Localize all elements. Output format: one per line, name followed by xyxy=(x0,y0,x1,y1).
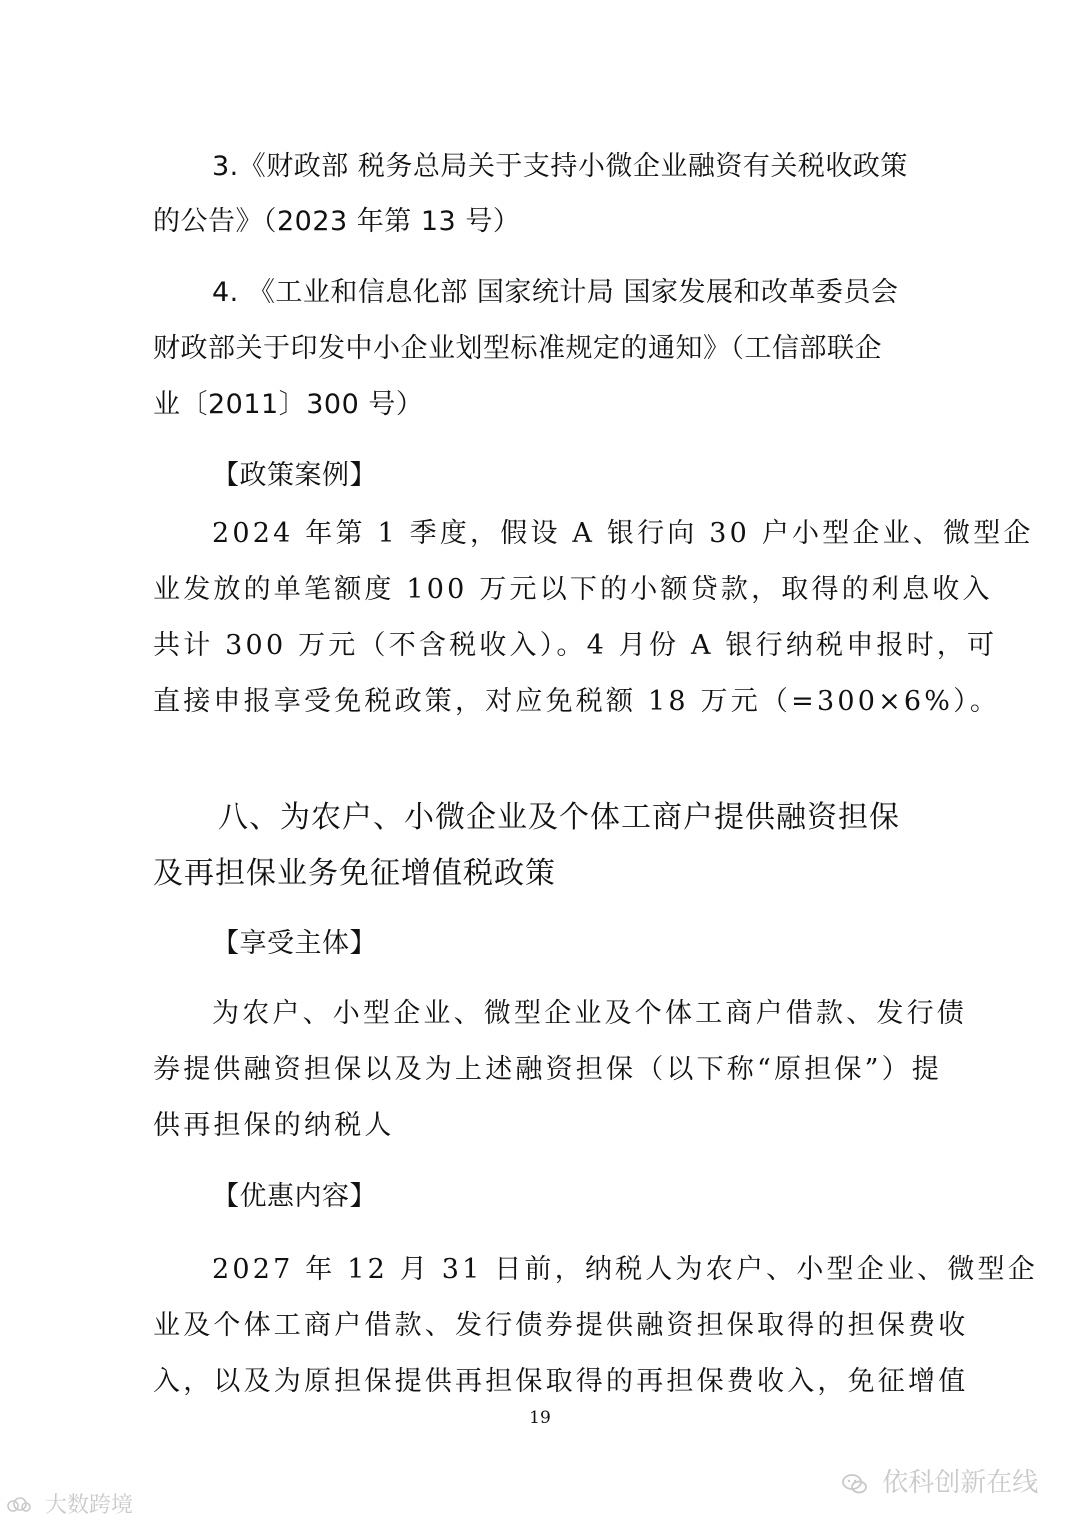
subject-line-3: 供再担保的纳税人 xyxy=(153,1110,395,1141)
watermark-right xyxy=(842,1462,1038,1499)
section-title-line-2: 及再担保业务免征增值税政策 xyxy=(153,856,556,891)
subject-line-1: 为农户、小型企业、微型企业及个体工商户借款、发行债 xyxy=(212,998,967,1029)
cloud-logo-icon xyxy=(6,1495,32,1517)
case-line-2: 业发放的单笔额度 100 万元以下的小额贷款，取得的利息收入 xyxy=(153,574,993,605)
watermark-right-text: 依科创新在线 xyxy=(882,1468,1039,1498)
policy-case-heading: 【政策案例】 xyxy=(212,460,377,491)
case-line-1: 2024 年第 1 季度，假设 A 银行向 30 户小型企业、微型企 xyxy=(212,518,1034,549)
benefit-line-1: 2027 年 12 月 31 日前，纳税人为农户、小型企业、微型企 xyxy=(212,1254,1038,1285)
benefit-line-3: 入，以及为原担保提供再担保取得的再担保费收入，免征增值 xyxy=(153,1366,969,1397)
watermark-left xyxy=(6,1488,133,1519)
watermark-left-text: 大数跨境 xyxy=(45,1493,134,1518)
reference-3-line-1: 3.《财政部 税务总局关于支持小微企业融资有关税收政策 xyxy=(212,151,908,182)
reference-4-line-1: 4. 《工业和信息化部 国家统计局 国家发展和改革委员会 xyxy=(212,277,899,308)
wechat-icon xyxy=(842,1473,868,1495)
case-line-4: 直接申报享受免税政策，对应免税额 18 万元（=300×6%）。 xyxy=(153,686,1001,717)
section-title-line-1: 八、为农户、小微企业及个体工商户提供融资担保 xyxy=(218,800,900,835)
subject-line-2: 券提供融资担保以及为上述融资担保（以下称“原担保”）提 xyxy=(153,1054,943,1085)
reference-4-line-2: 财政部关于印发中小企业划型标准规定的通知》（工信部联企 xyxy=(153,333,882,364)
benefit-heading: 【优惠内容】 xyxy=(212,1181,377,1212)
reference-3-line-2: 的公告》（2023 年第 13 号） xyxy=(153,206,521,237)
reference-4-line-3: 业〔2011〕300 号） xyxy=(153,389,424,420)
subject-heading: 【享受主体】 xyxy=(212,928,377,959)
case-line-3: 共计 300 万元（不含税收入）。4 月份 A 银行纳税申报时，可 xyxy=(153,630,998,661)
page-number: 19 xyxy=(529,1408,551,1428)
benefit-line-2: 业及个体工商户借款、发行债券提供融资担保取得的担保费收 xyxy=(153,1310,969,1341)
